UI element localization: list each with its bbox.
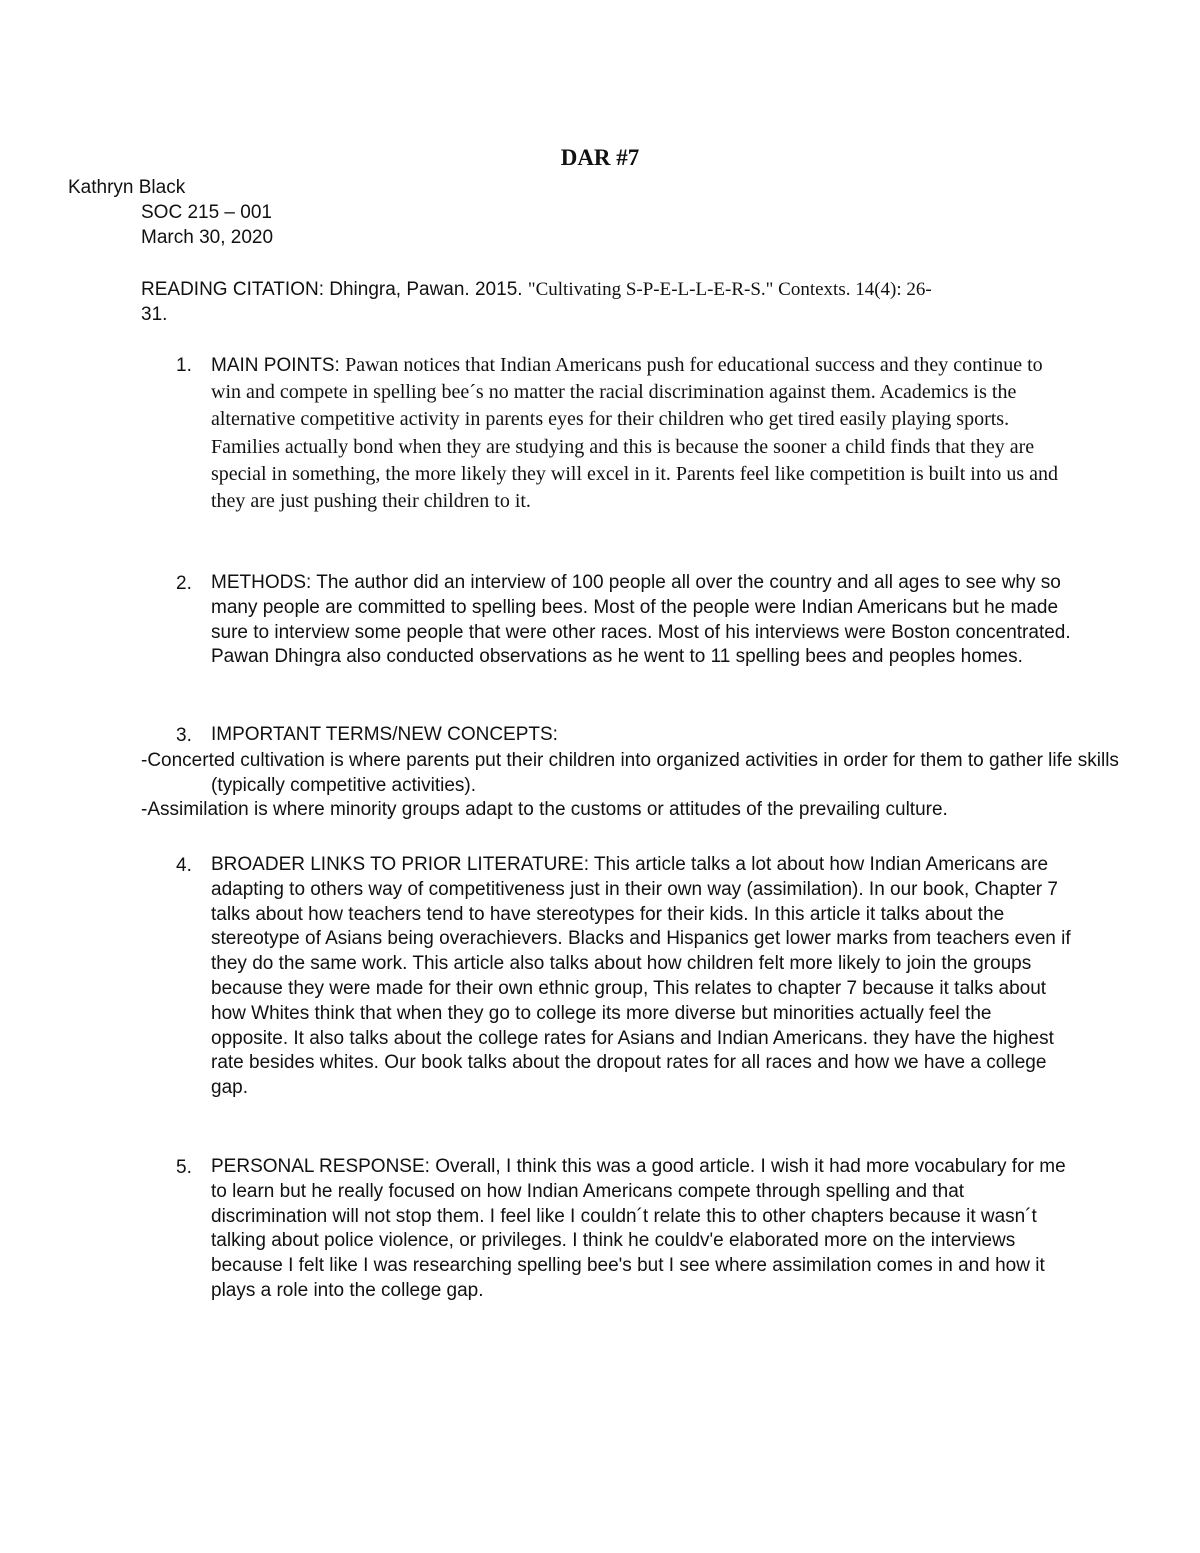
section-personal-response xyxy=(211,1155,1071,1304)
section-methods xyxy=(211,571,1071,670)
citation-pages-end: 31. xyxy=(141,304,168,325)
document-date: March 30, 2020 xyxy=(141,227,274,248)
item-number-5: 5. xyxy=(176,1157,192,1178)
item-number-4: 4. xyxy=(176,855,192,876)
item-number-2: 2. xyxy=(176,573,192,594)
section-label-important-terms: IMPORTANT TERMS/NEW CONCEPTS: xyxy=(211,724,558,745)
section-important-terms xyxy=(211,723,1071,748)
section-body-personal-response: Overall, I think this was a good article. I wish it had more vocabulary for me to learn but he really focused on how Indian Americans compete through spelling and that discrimination will not stop them. I feel like I couldn´t relate this to other chapters because it wasn´t talking about police violence, or privileges. I think he couldv'e elaborated more on the interviews because I felt like I was researching spelling bee's but I see where assimilation comes in and how it plays a role into the college gap. xyxy=(211,1156,1066,1301)
reading-citation xyxy=(141,277,1046,327)
item-number-3: 3. xyxy=(176,725,192,746)
course-code: SOC 215 – 001 xyxy=(141,202,272,223)
section-body-methods: The author did an interview of 100 people all over the country and all ages to see why so many people are committed to spelling bees. Most of the people were Indian Americans but he made sure to interview some people that were other races. Most of his interviews were Boston concentrated. Pawan Dhingra also conducted observations as he went to 11 spelling bees and peoples homes. xyxy=(211,572,1071,668)
document-title: DAR #7 xyxy=(560,145,640,170)
section-body-main-points: Pawan notices that Indian Americans push for educational success and they continue to win and compete in spelling bee´s no matter the racial discrimination against them. Academics is the alternative competitive activity in parents eyes for their children who get tired easily playing sports. Families actually bond when they are studying and this is because the sooner a child finds that they are special in something, the more likely they will excel in it. Parents feel like competition is built into us and they are just pushing their children to it. xyxy=(211,354,1059,513)
section-main-points xyxy=(211,352,1071,515)
term-concerted-cultivation: -Concerted cultivation is where parents put their children into organized activities in order for them to gather life skills (typically competitive activities). xyxy=(141,750,1119,796)
term-assimilation: -Assimilation is where minority groups adapt to the customs or attitudes of the prevailing culture. xyxy=(141,799,948,820)
section-broader-links xyxy=(211,853,1071,1101)
section-label-broader-links: BROADER LINKS TO PRIOR LITERATURE: xyxy=(211,854,594,875)
section-body-broader-links: This article talks a lot about how Indian Americans are adapting to others way of competitiveness just in their own way (assimilation). In our book, Chapter 7 talks about how teachers tend to have stereotypes for their kids. In this article it talks about the stereotype of Asians being overachievers. Blacks and Hispanics get lower marks from teachers even if they do the same work. This article also talks about how children felt more likely to join the groups because they were made for their own ethnic group, This relates to chapter 7 because it talks about how Whites think that when they go to college its more diverse but minorities actually feel the opposite. It also talks about the college rates for Asians and Indian Americans. they have the highest rate besides whites. Our book talks about the dropout rates for all races and how we have a college gap. xyxy=(211,854,1071,1099)
section-label-methods: METHODS: xyxy=(211,572,317,593)
citation-title: "Cultivating S-P-E-L-L-E-R-S." Contexts. 14(4): 26- xyxy=(527,279,932,300)
section-label-main-points: MAIN POINTS: xyxy=(211,355,346,376)
citation-label: READING CITATION: Dhingra, Pawan. 2015. xyxy=(141,279,528,300)
item-number-1: 1. xyxy=(176,355,192,376)
section-label-personal-response: PERSONAL RESPONSE: xyxy=(211,1156,436,1177)
author-name: Kathryn Black xyxy=(68,177,186,198)
